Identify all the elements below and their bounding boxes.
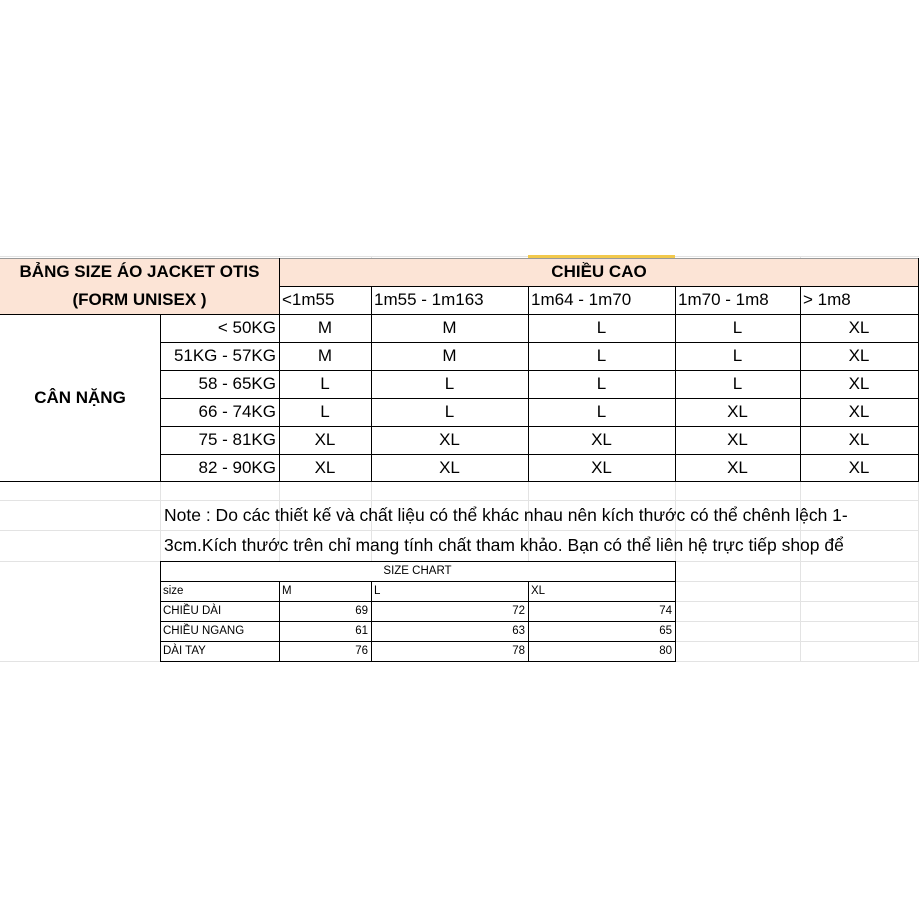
size-cell: XL [848,374,870,393]
size-chart-title: SIZE CHART [383,565,452,577]
size-cell: XL [848,346,870,365]
size-cell: L [444,374,455,393]
size-chart-value: 74 [659,605,672,617]
size-cell: L [444,402,455,421]
size-cell: L [732,346,743,365]
size-chart-header-l: L [374,585,381,597]
size-cell: L [596,346,607,365]
size-cell: XL [848,402,870,421]
table-title-line1: BẢNG SIZE ÁO JACKET OTIS [19,262,260,281]
weight-label: 58 - 65KG [198,374,276,393]
size-chart-value: 69 [355,605,368,617]
size-cell: XL [591,430,612,449]
size-cell: L [320,374,330,393]
weight-label: 82 - 90KG [198,458,276,477]
size-cell: XL [727,402,748,421]
size-cell: L [596,374,607,393]
size-cell: XL [439,458,460,477]
height-range-5: > 1m8 [803,290,851,309]
size-cell: XL [314,458,336,477]
weight-label: 75 - 81KG [198,430,276,449]
size-chart-value: 72 [512,605,525,617]
size-chart-row-label: DÀI TAY [163,645,206,657]
size-chart-header-m: M [282,585,292,597]
height-range-3: 1m64 - 1m70 [531,290,632,309]
size-cell: XL [727,458,748,477]
size-cell: XL [314,430,336,449]
weight-label: 51KG - 57KG [173,346,276,365]
size-cell: M [317,346,333,365]
size-chart-value: 80 [659,645,672,657]
size-cell: M [317,318,333,337]
size-cell: XL [727,430,748,449]
size-cell: M [442,346,457,365]
size-cell: XL [848,318,870,337]
size-chart-header-xl: XL [531,585,546,597]
size-chart-value: 76 [355,645,368,657]
size-chart-header-size: size [163,585,184,597]
size-chart-value: 78 [512,645,525,657]
size-cell: XL [439,430,460,449]
size-chart-row-label: CHIỀU NGANG [163,625,245,637]
size-cell: L [732,318,743,337]
size-chart-value: 63 [512,625,525,637]
height-header: CHIỀU CAO [551,262,647,281]
size-cell: XL [591,458,612,477]
size-cell: M [442,318,457,337]
weight-label: < 50KG [217,318,276,337]
size-cell: XL [848,458,870,477]
note-line-1: Note : Do các thiết kế và chất liệu có thể khác nhau nên kích thước có thể chênh lệch 1- [164,505,848,525]
size-cell: L [732,374,743,393]
size-chart-row-label: CHIỀU DÀI [163,605,222,617]
size-cell: L [320,402,330,421]
size-cell: XL [848,430,870,449]
note-line-2: 3cm.Kích thước trên chỉ mang tính chất tham khảo. Bạn có thể liên hệ trực tiếp shop để [164,535,844,555]
size-chart-value: 61 [355,625,368,637]
table-title-line2: (FORM UNISEX ) [72,290,207,309]
size-cell: L [596,402,607,421]
size-chart-value: 65 [659,625,672,637]
size-cell: L [596,318,607,337]
height-range-1: <1m55 [282,290,335,309]
weight-header: CÂN NẶNG [34,388,126,407]
weight-label: 66 - 74KG [198,402,276,421]
height-range-2: 1m55 - 1m163 [374,290,484,309]
height-range-4: 1m70 - 1m8 [678,290,769,309]
